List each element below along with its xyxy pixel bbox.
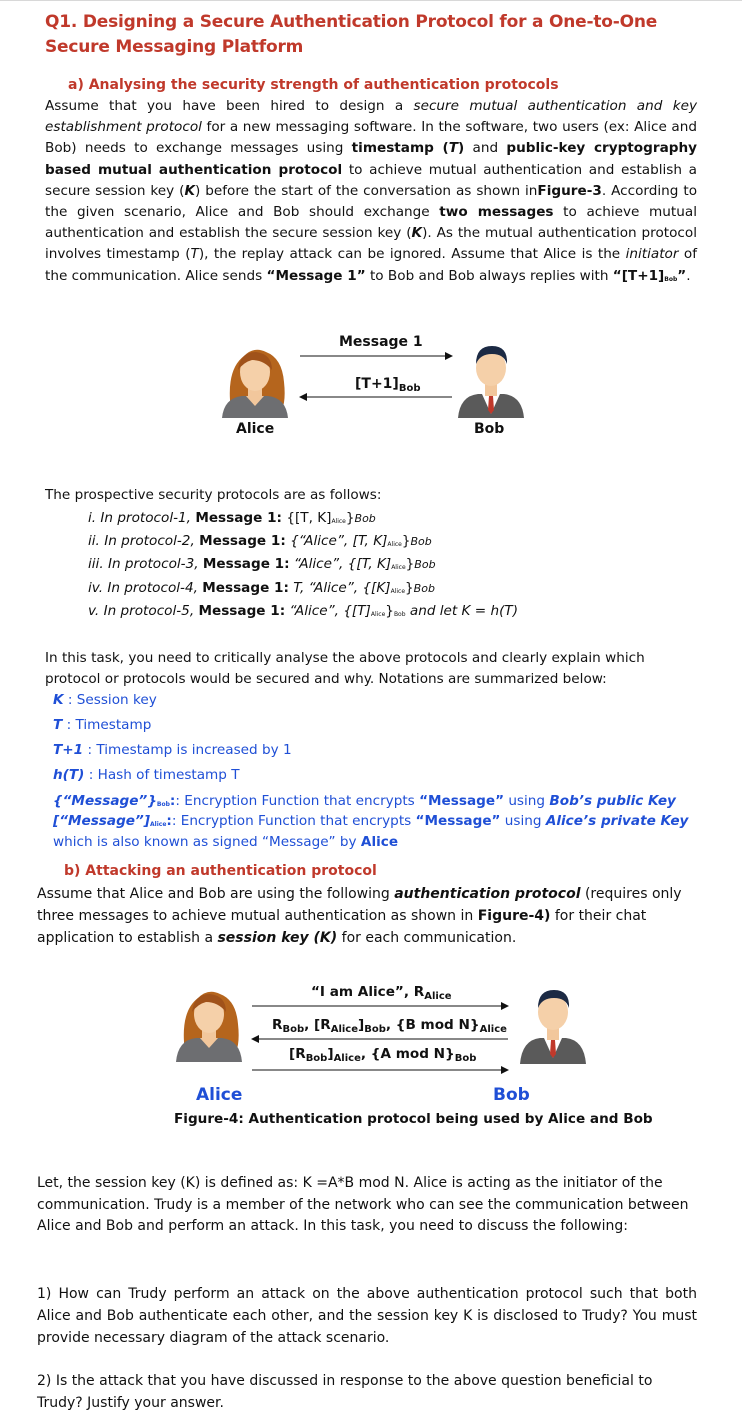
section-b-paragraph: Assume that Alice and Bob are using the following authentication protocol (requires only three messages to achieve mutual authentication as shown in Figure-4) for their chat application to establish a session key (K) for each communication. (37, 886, 682, 946)
notation-item: T : Timestamp (53, 717, 152, 733)
fig4-message-1: “I am Alice”, $R_{Alice}$ (311, 984, 452, 1002)
fig4-bob-label: Bob (493, 1085, 530, 1105)
question-2: 2) Is the attack that you have discussed in response to the above question beneficial to Trudy? Justify your answer. (37, 1373, 653, 1411)
protocol-item: iv. In protocol-4, Message 1: T, “Alice”, {[K]Alice}Bob (88, 580, 435, 596)
fig4-alice-avatar-icon (176, 992, 242, 1062)
fig3-message1-label: Message 1 (339, 334, 423, 350)
fig4-message-3: $[R_{Bob}]_{Alice}$, {A mod $N\}_{Bob}$ (289, 1046, 477, 1064)
fig3-alice-label: Alice (236, 421, 275, 437)
section-a-paragraph: Assume that you have been hired to design a secure mutual authentication and key establishment protocol for a new messaging software. In the software, two users (ex: Alice and Bob) needs to exchange messages using timestamp (T) and public-key cryptography based mutual authentication protocol to achieve mutual authentication and establish a secure session key (K) before the start of the conversation as shown inFigure-3. According to the given scenario, Alice and Bob should exchange two messages to achieve mutual authentication and establish the secure session key (K). As the mutual authentication protocol involves timestamp (T), the replay attack can be ignored. Assume that Alice is the initiator of the communication. Alice sends “Message 1” to Bob and Bob always replies with “[T+1]Bob”. (45, 98, 698, 284)
fig3-bob-label: Bob (474, 421, 505, 437)
alice-avatar-icon (222, 350, 288, 418)
notation-item: T+1 : Timestamp is increased by 1 (53, 742, 292, 758)
figure4-caption: Figure-4: Authentication protocol being used by Alice and Bob (174, 1111, 653, 1127)
fig4-message-2: $R_{Bob}$, $[R_{Alice}]_{Bob}$, {B mod $N\}_{Alice}$ (272, 1017, 507, 1035)
session-key-paragraph: Let, the session key (K) is defined as: K =A*B mod N. Alice is acting as the initiator of the communication. Trudy is a member of the network who can see the communication between Alice and Bob and perform an attack. In this task, you need to discuss the following: (37, 1175, 689, 1234)
bob-avatar-icon (458, 346, 524, 418)
encryption-note-bob: {“Message”}Bob:: Encryption Function that encrypts “Message” using Bob’s public Key (53, 793, 676, 809)
protocol-item: i. In protocol-1, Message 1: {[T, K]Alice}Bob (88, 510, 376, 526)
task-paragraph: In this task, you need to critically analyse the above protocols and clearly explain which protocol or protocols would be secured and why. Notations are summarized below: (45, 650, 645, 687)
notation-item: h(T) : Hash of timestamp T (53, 767, 240, 783)
encryption-note-alice: [“Message”]Alice:: Encryption Function that encrypts “Message” using Alice’s private Key (53, 813, 689, 829)
section-a-heading: a) Analysing the security strength of authentication protocols (68, 77, 559, 93)
fig3-reply-label: $[T+1]_{Bob}$ (355, 376, 421, 394)
question-title: Q1. Designing a Secure Authentication Protocol for a One-to-One Secure Messaging Platform (45, 12, 658, 57)
protocol-item: iii. In protocol-3, Message 1: “Alice”, {[T, K]Alice}Bob (88, 556, 436, 572)
protocol-item: ii. In protocol-2, Message 1: {“Alice”, [T, K]Alice}Bob (88, 533, 432, 549)
question-1: 1) How can Trudy perform an attack on the above authentication protocol such that both Alice and Bob authenticate each other, and the session key K is disclosed to Trudy? You must provide necessary diagram of the attack scenario. (37, 1286, 697, 1346)
encryption-note-signed: which is also known as signed “Message” by Alice (53, 834, 399, 850)
section-b-heading: b) Attacking an authentication protocol (64, 863, 377, 879)
notation-item: K : Session key (53, 692, 157, 708)
protocol-item: v. In protocol-5, Message 1: “Alice”, {[T]Alice}Bob and let K = h(T) (88, 603, 519, 619)
protocols-intro: The prospective security protocols are as follows: (45, 487, 382, 503)
fig4-alice-label: Alice (196, 1085, 243, 1105)
fig4-bob-avatar-icon (520, 990, 586, 1064)
